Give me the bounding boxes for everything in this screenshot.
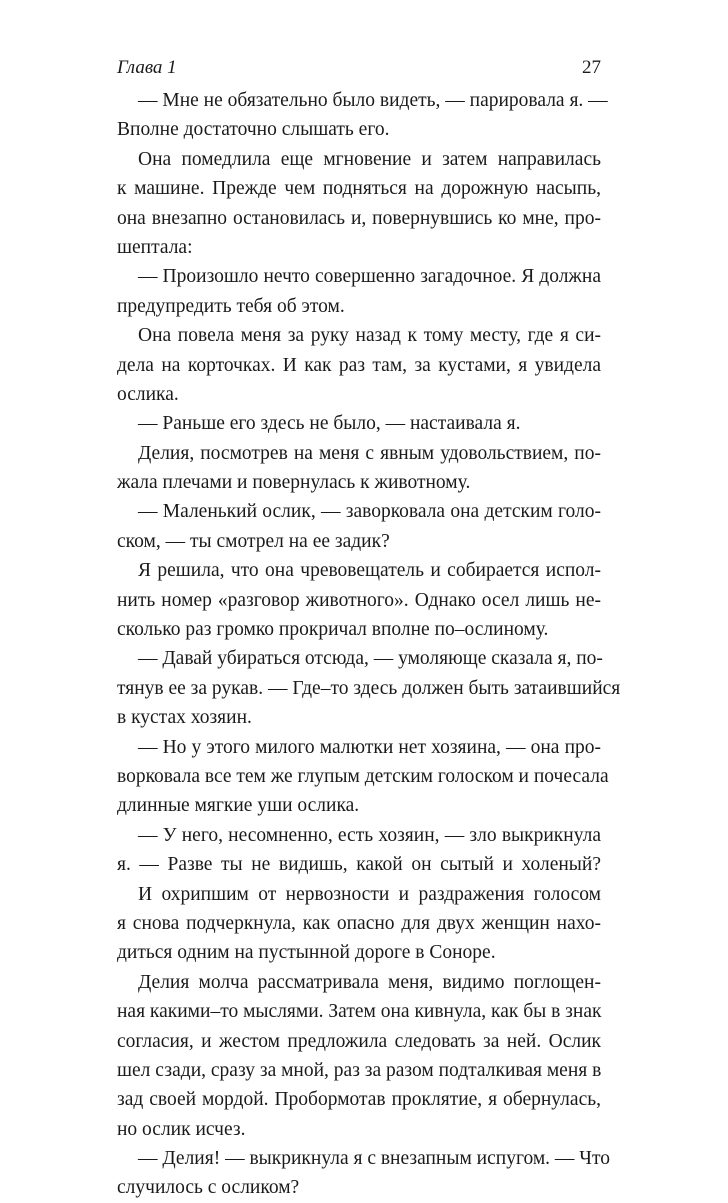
text-line: — Мне не обязательно было видеть, — парировала я. — xyxy=(138,90,608,111)
text-line: — Раньше его здесь не было, — настаивала я. xyxy=(138,413,521,435)
text-line: я снова подчеркнула, как опасно для двух женщин нахо- xyxy=(117,912,601,934)
text-line: сколько раз громко прокричал вполне по–ослиному. xyxy=(117,619,549,641)
page-number: 27 xyxy=(582,57,601,78)
text-line: ском, — ты смотрел на ее задик? xyxy=(117,530,390,552)
text-line: к машине. Прежде чем подняться на дорожную насыпь, xyxy=(117,178,601,200)
text-line: но ослик исчез. xyxy=(117,1118,246,1140)
text-line: — Произошло нечто совершенно загадочное. Я должна xyxy=(138,266,601,288)
text-line: она внезапно остановилась и, повернувшись ко мне, про- xyxy=(117,207,601,229)
text-line: я. — Разве ты не видишь, какой он сытый и холеный? xyxy=(117,854,601,876)
text-line: Я решила, что она чревовещатель и собирается испол- xyxy=(138,560,601,582)
text-line: ворковала все тем же глупым детским голоском и почесала xyxy=(117,765,609,787)
text-line: диться одним на пустынной дороге в Соноре. xyxy=(117,942,496,964)
text-line: согласия, и жестом предложила следовать за ней. Ослик xyxy=(117,1030,601,1052)
text-line: тянув ее за рукав. — Где–то здесь должен быть затаившийся xyxy=(117,677,621,699)
text-line: Вполне достаточно слышать его. xyxy=(117,119,390,141)
text-line: Она повела меня за руку назад к тому месту, где я си- xyxy=(138,325,601,347)
text-line: жала плечами и повернулась к животному. xyxy=(117,472,471,494)
text-line: предупредить тебя об этом. xyxy=(117,295,345,317)
text-line: И охрипшим от нервозности и раздражения голосом xyxy=(138,883,601,905)
text-line: дела на корточках. И как раз там, за кустами, я увидела xyxy=(117,354,601,376)
text-line: ослика. xyxy=(117,383,179,405)
text-line: — Давай убираться отсюда, — умоляюще сказала я, по- xyxy=(138,648,603,670)
chapter-label: Глава 1 xyxy=(117,57,177,78)
text-body xyxy=(117,86,621,1203)
text-line: шел сзади, сразу за мной, раз за разом подталкивая меня в xyxy=(117,1059,602,1081)
text-line: — Но у этого милого малютки нет хозяина, — она про- xyxy=(138,736,601,758)
text-line: — У него, несомненно, есть хозяин, — зло выкрикнула xyxy=(138,824,601,846)
text-line: Она помедлила еще мгновение и затем направилась xyxy=(138,148,601,170)
text-line: нить номер «разговор животного». Однако осел лишь не- xyxy=(117,589,601,611)
text-line: шептала: xyxy=(117,236,193,258)
text-line: — Делия! — выкрикнула я с внезапным испугом. — Что xyxy=(138,1148,610,1170)
text-line: зад своей мордой. Пробормотав проклятие, я обернулась, xyxy=(117,1089,601,1111)
text-line: Делия, посмотрев на меня с явным удовольствием, по- xyxy=(138,442,601,464)
text-line: ная какими–то мыслями. Затем она кивнула, как бы в знак xyxy=(117,1001,602,1023)
text-line: в кустах хозяин. xyxy=(117,707,252,729)
text-line: случилось с осликом? xyxy=(117,1177,300,1199)
text-line: длинные мягкие уши ослика. xyxy=(117,795,360,817)
text-line: — Маленький ослик, — заворковала она детским голо- xyxy=(138,501,601,523)
text-line: Делия молча рассматривала меня, видимо поглощен- xyxy=(138,971,601,993)
